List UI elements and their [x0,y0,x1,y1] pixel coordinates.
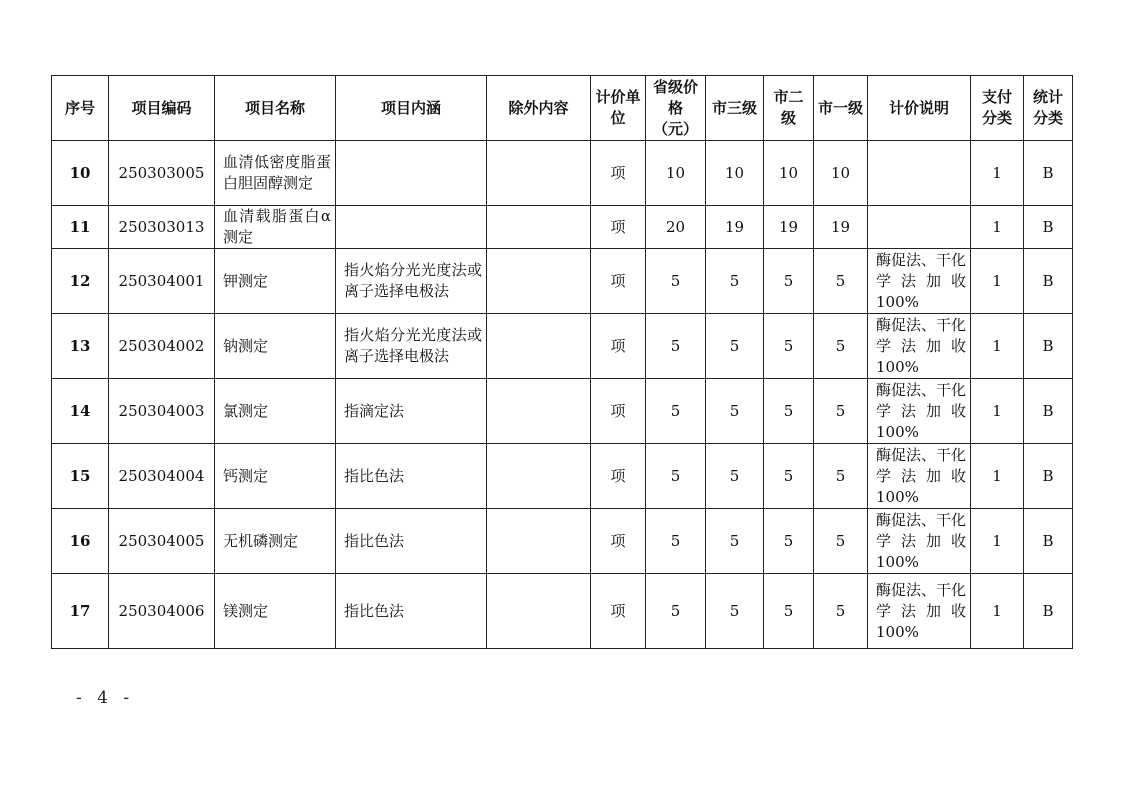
cell-serial: 10 [52,141,109,206]
header-unit: 计价单位 [591,76,646,141]
header-exclude: 除外内容 [487,76,591,141]
cell-city-level-3: 5 [706,379,764,444]
cell-code: 250304006 [109,574,215,649]
header-name: 项目名称 [215,76,336,141]
cell-city-level-1: 10 [814,141,868,206]
cell-code: 250303005 [109,141,215,206]
cell-city-level-1: 5 [814,314,868,379]
cell-code: 250303013 [109,206,215,249]
cell-city-level-2: 10 [764,141,814,206]
cell-payment-category: 1 [971,314,1024,379]
table-body [52,141,1073,649]
header-city-level-2: 市二级 [764,76,814,141]
table-row [52,249,1073,314]
cell-name: 血清低密度脂蛋白胆固醇测定 [215,141,336,206]
cell-payment-category: 1 [971,574,1024,649]
table-row [52,574,1073,649]
cell-unit: 项 [591,509,646,574]
cell-stat-category: B [1024,206,1073,249]
cell-serial: 16 [52,509,109,574]
cell-payment-category: 1 [971,379,1024,444]
cell-exclude [487,206,591,249]
cell-city-level-2: 5 [764,574,814,649]
cell-content: 指火焰分光光度法或离子选择电极法 [336,249,487,314]
cell-exclude [487,444,591,509]
cell-payment-category: 1 [971,509,1024,574]
cell-payment-category: 1 [971,141,1024,206]
header-stat-category: 统计分类 [1024,76,1073,141]
cell-pricing-note: 酶促法、干化学法加收100% [868,509,971,574]
cell-name: 血清载脂蛋白α测定 [215,206,336,249]
cell-code: 250304001 [109,249,215,314]
cell-code: 250304003 [109,379,215,444]
cell-unit: 项 [591,141,646,206]
cell-provincial-price: 5 [646,509,706,574]
table-header-row [52,76,1073,141]
cell-stat-category: B [1024,509,1073,574]
cell-stat-category: B [1024,314,1073,379]
cell-name: 无机磷测定 [215,509,336,574]
table-row [52,314,1073,379]
header-city-level-1: 市一级 [814,76,868,141]
cell-city-level-3: 5 [706,509,764,574]
header-serial: 序号 [52,76,109,141]
table-row [52,379,1073,444]
cell-unit: 项 [591,249,646,314]
cell-unit: 项 [591,379,646,444]
cell-exclude [487,141,591,206]
header-content: 项目内涵 [336,76,487,141]
cell-serial: 15 [52,444,109,509]
cell-name: 氯测定 [215,379,336,444]
cell-stat-category: B [1024,141,1073,206]
price-table [51,75,1073,649]
cell-content [336,141,487,206]
cell-city-level-3: 5 [706,249,764,314]
cell-city-level-3: 5 [706,314,764,379]
cell-content: 指火焰分光光度法或离子选择电极法 [336,314,487,379]
cell-content: 指比色法 [336,509,487,574]
cell-city-level-1: 19 [814,206,868,249]
cell-payment-category: 1 [971,249,1024,314]
cell-pricing-note: 酶促法、干化学法加收100% [868,379,971,444]
cell-serial: 12 [52,249,109,314]
cell-pricing-note: 酶促法、干化学法加收100% [868,314,971,379]
cell-pricing-note: 酶促法、干化学法加收100% [868,444,971,509]
cell-exclude [487,379,591,444]
table-row [52,206,1073,249]
table-row [52,444,1073,509]
cell-city-level-2: 5 [764,379,814,444]
cell-city-level-3: 5 [706,574,764,649]
cell-provincial-price: 5 [646,249,706,314]
cell-exclude [487,314,591,379]
cell-code: 250304004 [109,444,215,509]
cell-serial: 17 [52,574,109,649]
table-row [52,141,1073,206]
cell-pricing-note [868,141,971,206]
header-code: 项目编码 [109,76,215,141]
cell-name: 钾测定 [215,249,336,314]
cell-payment-category: 1 [971,444,1024,509]
cell-provincial-price: 5 [646,314,706,379]
cell-unit: 项 [591,206,646,249]
cell-city-level-2: 5 [764,249,814,314]
cell-pricing-note [868,206,971,249]
cell-payment-category: 1 [971,206,1024,249]
cell-provincial-price: 5 [646,379,706,444]
cell-city-level-1: 5 [814,574,868,649]
cell-city-level-2: 5 [764,509,814,574]
cell-serial: 11 [52,206,109,249]
table-row [52,509,1073,574]
cell-unit: 项 [591,574,646,649]
cell-unit: 项 [591,314,646,379]
cell-city-level-2: 5 [764,314,814,379]
header-provincial-price: 省级价格（元） [646,76,706,141]
cell-unit: 项 [591,444,646,509]
cell-city-level-1: 5 [814,379,868,444]
cell-serial: 14 [52,379,109,444]
cell-city-level-1: 5 [814,249,868,314]
cell-city-level-3: 5 [706,444,764,509]
cell-stat-category: B [1024,249,1073,314]
cell-pricing-note: 酶促法、干化学法加收100% [868,574,971,649]
header-payment-category: 支付分类 [971,76,1024,141]
cell-city-level-3: 10 [706,141,764,206]
cell-content: 指滴定法 [336,379,487,444]
header-city-level-3: 市三级 [706,76,764,141]
cell-provincial-price: 5 [646,574,706,649]
cell-city-level-3: 19 [706,206,764,249]
cell-stat-category: B [1024,444,1073,509]
cell-exclude [487,574,591,649]
cell-stat-category: B [1024,379,1073,444]
cell-serial: 13 [52,314,109,379]
cell-city-level-2: 19 [764,206,814,249]
page-number: - 4 - [76,688,135,708]
cell-exclude [487,249,591,314]
cell-code: 250304005 [109,509,215,574]
cell-city-level-1: 5 [814,509,868,574]
cell-exclude [487,509,591,574]
cell-stat-category: B [1024,574,1073,649]
cell-name: 镁测定 [215,574,336,649]
cell-content [336,206,487,249]
cell-city-level-1: 5 [814,444,868,509]
cell-provincial-price: 5 [646,444,706,509]
cell-provincial-price: 10 [646,141,706,206]
cell-pricing-note: 酶促法、干化学法加收100% [868,249,971,314]
cell-city-level-2: 5 [764,444,814,509]
cell-content: 指比色法 [336,444,487,509]
cell-name: 钙测定 [215,444,336,509]
header-pricing-note: 计价说明 [868,76,971,141]
cell-name: 钠测定 [215,314,336,379]
cell-content: 指比色法 [336,574,487,649]
cell-code: 250304002 [109,314,215,379]
cell-provincial-price: 20 [646,206,706,249]
